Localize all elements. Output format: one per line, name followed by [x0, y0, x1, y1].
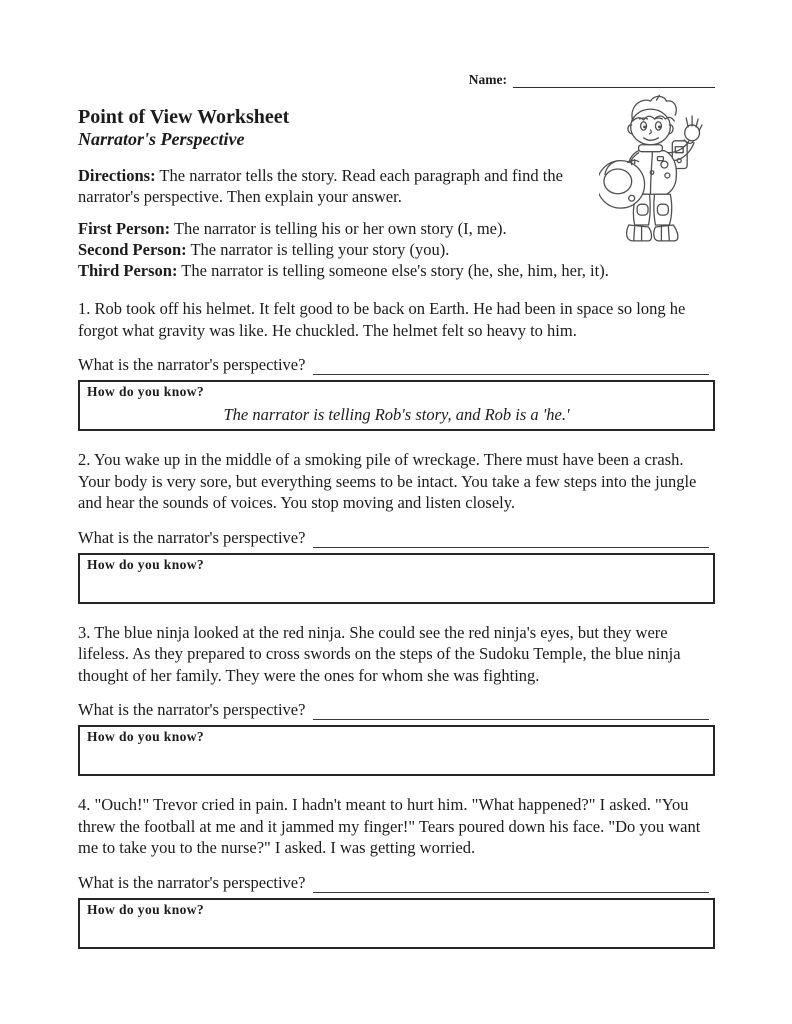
story-paragraph: [78, 794, 715, 859]
page-title: Point of View Worksheet: [78, 106, 290, 128]
directions-label: Directions:: [78, 166, 156, 185]
how-do-you-know-box[interactable]: [78, 725, 715, 776]
how-do-you-know-box[interactable]: [78, 898, 715, 949]
paragraph-number: 2.: [78, 450, 91, 469]
answer-blank-line[interactable]: [313, 876, 709, 893]
paragraph-number: 1.: [78, 299, 91, 318]
definitions-list: [78, 218, 715, 281]
definition-text: The narrator is telling your story (you).: [190, 240, 450, 259]
definition-term: Second Person:: [78, 240, 187, 259]
question-label: What is the narrator's perspective?: [78, 527, 306, 547]
paragraph-text: You wake up in the middle of a smoking pile of wreckage. There must have been a crash. Your body is very sore, but everything seems to be intact. You take a few steps into the jungle and hear the sounds of voices. You stop moving and listen closely.: [78, 450, 697, 512]
box-label: How do you know?: [87, 729, 205, 744]
worksheet-item-2: [78, 449, 715, 604]
directions-text: The narrator tells the story. Read each paragraph and find the narrator's perspective. Then explain your answer.: [78, 166, 563, 206]
story-paragraph: [78, 449, 715, 514]
how-do-you-know-box[interactable]: [78, 553, 715, 604]
definition-third-person: [78, 260, 715, 281]
worksheet-item-3: [78, 622, 715, 777]
definition-second-person: [78, 239, 715, 260]
definition-text: The narrator is telling someone else's story (he, she, him, her, it).: [181, 261, 609, 280]
name-label: Name:: [468, 72, 507, 87]
box-label: How do you know?: [87, 901, 205, 917]
definition-term: First Person:: [78, 219, 171, 238]
name-row: [78, 72, 715, 88]
box-label: How do you know?: [87, 556, 205, 572]
answer-blank-line[interactable]: [313, 703, 709, 720]
perspective-question-row: [78, 527, 715, 548]
directions: [78, 165, 590, 207]
answer-blank-line[interactable]: [313, 531, 709, 548]
how-do-you-know-box[interactable]: [78, 380, 715, 431]
question-label: What is the narrator's perspective?: [78, 700, 306, 719]
story-paragraph: [78, 622, 715, 687]
paragraph-number: 4.: [78, 795, 91, 814]
definition-text: The narrator is telling his or her own story (I, me).: [173, 219, 507, 238]
box-label: How do you know?: [87, 384, 205, 399]
perspective-question-row: [78, 872, 715, 893]
worksheet-item-1: [78, 298, 715, 431]
paragraph-text: Rob took off his helmet. It felt good to be back on Earth. He had been in space so long he forgot what gravity was like. He chuckled. The helmet felt so heavy to him.: [78, 299, 686, 340]
question-label: What is the narrator's perspective?: [78, 872, 306, 892]
worksheet-item-4: [78, 794, 715, 949]
name-blank-line[interactable]: [513, 72, 715, 88]
story-paragraph: [78, 298, 715, 341]
page-subtitle: Narrator's Perspective: [78, 129, 245, 149]
written-answer: The narrator is telling Rob's story, and Rob is a 'he.': [223, 405, 570, 424]
question-label: What is the narrator's perspective?: [78, 355, 306, 374]
definition-term: Third Person:: [78, 261, 178, 280]
paragraph-text: "Ouch!" Trevor cried in pain. I hadn't meant to hurt him. "What happened?" I asked. "You threw the football at me and it jammed my finger!" Tears poured down his face. "Do you want me to take you to the nurse?" I asked. I was getting worried.: [78, 795, 701, 857]
definition-first-person: [78, 218, 715, 239]
perspective-question-row: [78, 354, 715, 375]
paragraph-number: 3.: [78, 622, 91, 642]
answer-blank-line[interactable]: [313, 358, 709, 375]
paragraph-text: The blue ninja looked at the red ninja. She could see the red ninja's eyes, but they were lifeless. As they prepared to cross swords on the steps of the Sudoku Temple, the blue ninja thought of her family. They were the ones for whom she was fighting.: [78, 622, 681, 685]
perspective-question-row: [78, 699, 715, 720]
